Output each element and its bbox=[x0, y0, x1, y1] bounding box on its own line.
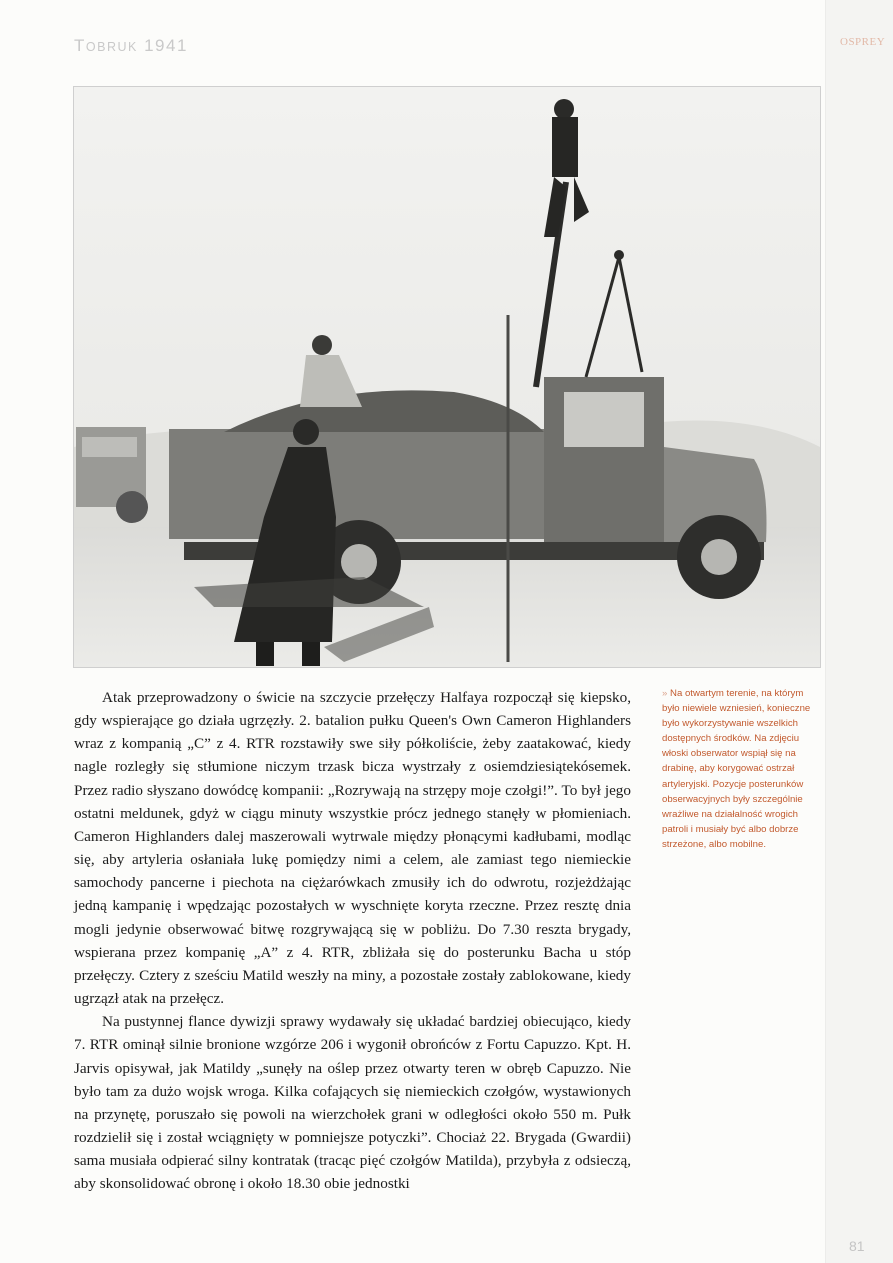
caption-text: Na otwartym terenie, na którym było niewiele wzniesień, konieczne było wykorzystywanie wszelkich dostępnych środków. Na zdjęciu włoski obserwator wspiął się na drabinę, aby korygować ostrzał artyleryjski. Pozycje posterunków obserwacyjnych były szczególnie wrażliwe na działalność wrogich patroli i musiały być albo dobrze strzeżone, albo mobilne. bbox=[662, 688, 811, 850]
running-title-year: 1941 bbox=[144, 36, 188, 55]
article-body bbox=[74, 686, 631, 1195]
page-margin-strip bbox=[825, 0, 893, 1263]
publisher-name: OSPREY bbox=[840, 36, 886, 48]
photo-caption bbox=[662, 686, 822, 852]
truck-windscreen bbox=[564, 392, 644, 447]
running-title bbox=[74, 36, 188, 56]
running-title-rest: OBRUK bbox=[85, 40, 138, 54]
archival-photo bbox=[73, 86, 821, 668]
caption-marker: » bbox=[662, 688, 668, 699]
body-paragraph-2: Na pustynnej flance dywizji sprawy wydawały się układać bardziej obiecująco, kiedy 7. RTR ominął silnie bronione wzgórze 206 i wygonił obrońców z Fortu Capuzzo. Kpt. H. Jarvis opisywał, jak Matildy „sunęły na oślep przez otwarty teren w obręb Capuzzo. Nie było tam za dużo wojsk wroga. Kilka cofających się niemieckich czołgów, wystawionych na przynętę, poruszało się powoli na wierzchołek grani w odległości około 550 m. Pułk rozdzielił się i został wciągnięty w pomniejsze potyczki”. Chociaż 22. Brygada (Gwardii) sama musiała odpierać silny kontratak (tracąc pięć czołgów Matilda), przybyła z odsieczą, aby skonsolidować obronę i około 18.30 obie jednostki bbox=[74, 1013, 631, 1193]
page-number: 81 bbox=[849, 1238, 865, 1254]
publisher-logo bbox=[840, 36, 885, 48]
running-title-initial: T bbox=[74, 36, 86, 55]
photo-illustration bbox=[74, 87, 820, 667]
body-paragraph-1: Atak przeprowadzony o świcie na szczycie przełęczy Halfaya rozpoczął się kiepsko, gdy wspierające go działa ugrzęzły. 2. batalion pułku Queen's Own Cameron Highlanders wraz z kompanią „C” z 4. RTR rozstawiły swe siły półkoliście, żeby zaatakować, kiedy nagle rozległy się stłumione niczym trzask bicza wystrzały z osiemdziesiątekósemek. Przez radio słyszano dowódcę kompanii: „Rozrywają na strzępy moje czołgi!”. To był jego ostatni meldunek, gdyż w ciągu minuty wszystkie prócz jednego stanęły w płomieniach. Cameron Highlanders dalej maszerowali wytrwale między płonącymi kadłubami, modląc się, aby artyleria osłaniała lukę pomiędzy nimi a celem, ale zamiast tego niemieckie samochody pancerne i piechota na ciężarówkach zmusiły ich do odwrotu, rozjeżdżając jedną kampanię i wpędzając pozostałych w wyschnięte koryta rzeczne. Przez resztę dnia mogli jedynie obserwować bitwę rozgrywającą się w pobliżu. Do 7.30 reszta brygady, wspierana przez kompanię „A” z 4. RTR, zbliżała się do posterunku Bacha u stóp przełęczy. Cztery z sześciu Matild weszły na miny, a pozostałe zostały zablokowane, kiedy ugrzązł atak na przełęcz. bbox=[74, 689, 631, 1008]
